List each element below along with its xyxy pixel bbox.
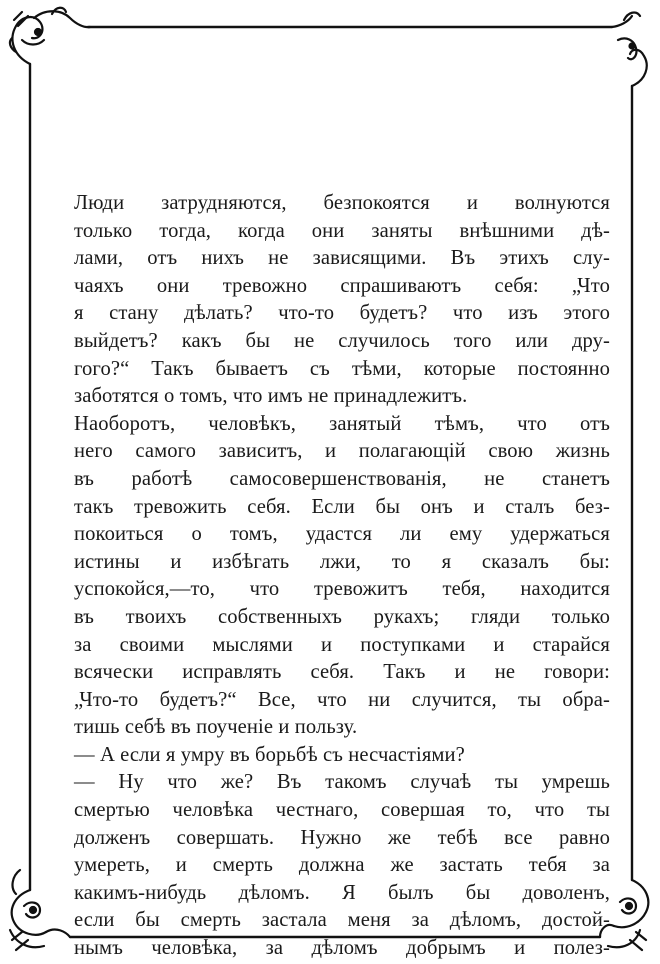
text-line: въ твоихъ собственныхъ рукахъ; гляди только — [74, 605, 610, 628]
paragraph — [74, 769, 610, 962]
paragraph — [74, 411, 610, 742]
paragraph — [74, 742, 610, 770]
text-line: нымъ человѣка, за дѣломъ добрымъ и полез- — [74, 937, 610, 960]
text-line: лами, отъ нихъ не зависящими. Въ этихъ слу- — [74, 247, 610, 270]
text-line: него самого зависитъ, и полагающій свою жизнь — [74, 440, 610, 463]
page-body-text — [74, 190, 610, 963]
text-line: Наоборотъ, человѣкъ, занятый тѣмъ, что отъ — [74, 412, 610, 435]
text-line: тишь себѣ въ поученіе и пользу. — [74, 716, 358, 739]
text-line: только тогда, когда они заняты внѣшними дѣ- — [74, 219, 610, 242]
text-line: гого?“ Такъ бываетъ съ тѣми, которые постоянно — [74, 357, 610, 380]
text-line: смертью человѣка честнаго, совершая то, что ты — [74, 799, 610, 822]
text-line: успокойся,—то, что тревожитъ тебя, находится — [74, 578, 610, 601]
text-line: — Ну что же? Въ такомъ случаѣ ты умрешь — [74, 771, 610, 794]
text-line: я стану дѣлать? что-то будетъ? что изъ этого — [74, 302, 610, 325]
text-line: истины и избѣгать лжи, то я сказалъ бы: — [74, 550, 610, 573]
text-line: Люди затрудняются, безпокоятся и волнуются — [74, 192, 610, 214]
text-line: въ работѣ самосовершенствованія, не станетъ — [74, 467, 610, 490]
corner-ornament-top-right — [612, 13, 647, 86]
text-line: заботятся о томъ, что имъ не принадлежитъ. — [74, 385, 468, 408]
text-line: если бы смерть застала меня за дѣломъ, достой- — [74, 909, 610, 932]
text-line: всячески исправлять себя. Такъ и не говори: — [74, 661, 610, 684]
text-line: за своими мыслями и поступками и старайся — [74, 633, 610, 656]
text-line: какимъ-нибудь дѣломъ. Я былъ бы доволенъ, — [74, 881, 610, 904]
text-line: такъ тревожить себя. Если бы онъ и сталъ без- — [74, 495, 610, 518]
text-line: покоиться о томъ, удастся ли ему удержаться — [74, 523, 610, 546]
text-line: долженъ совершать. Нужно же тебѣ все равно — [74, 826, 610, 849]
text-line: — А если я умру въ борьбѣ съ несчастіями? — [74, 743, 465, 766]
paragraph — [74, 190, 610, 411]
text-line: умереть, и смерть должна же застать тебя за — [74, 854, 610, 877]
corner-ornament-bottom-left — [10, 870, 70, 950]
text-line: „Что-то будетъ?“ Все, что ни случится, ты обра- — [74, 688, 610, 711]
text-line: чаяхъ они тревожно спрашиваютъ себя: „Что — [74, 274, 610, 297]
corner-ornament-top-left — [10, 8, 90, 64]
text-line: выйдетъ? какъ бы не случилось того или дру- — [74, 329, 610, 352]
